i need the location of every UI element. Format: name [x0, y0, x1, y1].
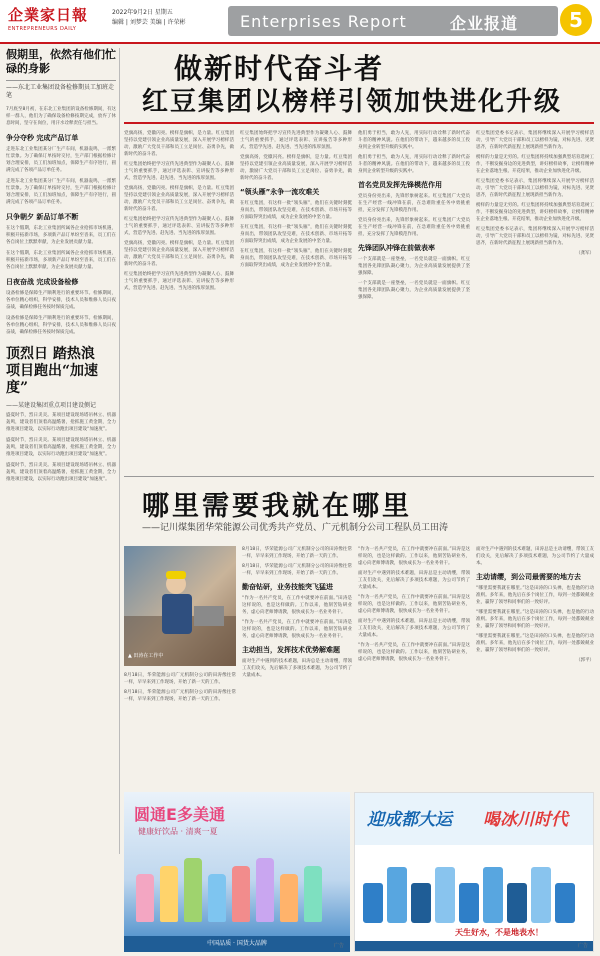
- ad-brand-main: E多美通: [166, 805, 225, 824]
- article-paragraph: 8月18日，华荣能源公司广元机制分公司的田涛像往常一样，早早来到工作现场，开始了新一天的工作。: [124, 673, 236, 685]
- ad-headline-2: 喝冰川时代: [483, 810, 568, 830]
- ad-footer: 中国品质 · 国货大品牌: [124, 936, 350, 952]
- article-paragraph: 红豆集团党委书记表示，集团将继续深入开展学习榜样活动，引导广大党员干部和员工以榜样为镜，对标先进、见贤思齐，在新时代新征程上展现新担当新作为。: [476, 131, 594, 150]
- article-paragraph: 榜样的力量是无穷的。红豆集团将持续加强典型培育选树工作，不断发掘身边的先进典型，讲好榜样故事，让榜样精神在企业落地生根、开花结果，推动企业加快进化升级。: [476, 203, 594, 222]
- article-1-headline: [124, 52, 594, 124]
- article-paragraph: 在红豆集团，有这样一批“领头雁”，他们在关键时刻挺身而出，带领团队攻坚克难，在技术创新、市场开拓等方面取得突出成绩，成为企业发展的中坚力量。: [240, 225, 352, 244]
- article-1-column-a: [124, 130, 234, 470]
- left-text-2: 盛夏时节，烈日炎炎。某项目建设现场塔吊林立、机器轰鸣，建设者们顶着高温酷暑，抢抓施工黄金期，全力推进项目建设，以实际行动跑出项目建设“加速度”。: [6, 413, 116, 432]
- left-section-text: 走进东北工业集团某分厂生产车间，机器轰鸣，一派繁忙景象。为了确保订单按时交付，生产部门根据检修计划合理安排，员工们加班加点，保障生产有序进行，圆满完成了各项产品订单任务。: [6, 179, 116, 205]
- article-1-title-line-2: 红豆集团以榜样引领加快进化升级: [142, 87, 563, 117]
- article-paragraph: 面对生产中遇到的技术难题，田涛总是主动请缨，带领工友们攻关，先后解决了多项技术难题，为公司节约了大量成本。: [242, 659, 352, 678]
- ad-label: 广告: [334, 943, 345, 949]
- left-section-title: 日夜奋战 完成设备检修: [6, 278, 79, 286]
- article-paragraph: “作为一名共产党员，在工作中就要冲在前面。”田涛是这样说的，也是这样做的。工作以来，他刻苦钻研业务，虚心向老师傅请教，很快成长为一名业务骨干。: [358, 643, 470, 662]
- column-divider: [119, 48, 120, 854]
- article-paragraph: 面对生产中遇到的技术难题，田涛总是主动请缨，带领工友们攻关，先后解决了多项技术难题，为公司节约了大量成本。: [476, 547, 594, 566]
- ad-bottle: [232, 866, 250, 922]
- ad-water-bottle: [507, 883, 527, 923]
- article-section-title: 主动请缨，到公司最需要的地方去: [476, 573, 581, 581]
- article-paragraph: 他们勇于担当，敢为人先，用实际行动诠释了新时代奋斗者的精神风貌。在他们的带动下，越来越多的员工投身到企业转型升级的实践中。: [358, 155, 470, 174]
- left-section-title: 争分夺秒 完成产品订单: [6, 134, 79, 142]
- article-paragraph: “作为一名共产党员，在工作中就要冲在前面。”田涛是这样说的，也是这样做的。工作以来，他刻苦钻研业务，虚心向老师傅请教，很快成长为一名业务骨干。: [242, 596, 352, 615]
- article-paragraph: 一个支部就是一座堡垒，一名党员就是一面旗帜。红豆集团各先锋团队凝心聚力，为企业高质量发展提供了坚强保障。: [358, 257, 470, 276]
- left-section-title: 只争朝夕 新品订单不断: [6, 213, 79, 221]
- masthead: [0, 0, 600, 42]
- ad-product-row: [363, 853, 589, 923]
- article-paragraph: 8月18日，华荣能源公司广元机制分公司的田涛像往常一样，早早来到工作现场，开始了新一天的工作。: [242, 564, 352, 576]
- article-1-title-line-1: 做新时代奋斗者: [174, 52, 385, 85]
- ad-water-bottle: [459, 883, 479, 923]
- ad-bottle: [136, 874, 154, 922]
- article-paragraph: 面对生产中遇到的技术难题，田涛总是主动请缨，带领工友们攻关，先后解决了多项技术难题，为公司节约了大量成本。: [358, 571, 470, 590]
- article-paragraph: 他们勇于担当，敢为人先，用实际行动诠释了新时代奋斗者的精神风貌。在他们的带动下，越来越多的员工投身到企业转型升级的实践中。: [358, 131, 470, 150]
- article-section-title: 首名党员发挥先锋模范作用: [358, 181, 442, 189]
- article-section-title: 勤奋钻研，业务技能突飞猛进: [242, 583, 333, 591]
- article-2-photo-caption: ▲ 田涛在工作中: [128, 653, 164, 659]
- ad-water-bottle: [531, 867, 551, 923]
- left-headline-2: [6, 346, 116, 397]
- left-section-text: 走进东北工业集团某分厂生产车间，机器轰鸣，一派繁忙景象。为了确保订单按时交付，生产部门根据检修计划合理安排，员工们加班加点，保障生产有序进行，圆满完成了各项产品订单任务。: [6, 147, 116, 173]
- article-paragraph: “作为一名共产党员，在工作中就要冲在前面。”田涛是这样说的，也是这样做的。工作以来，他刻苦钻研业务，虚心向老师傅请教，很快成长为一名业务骨干。: [242, 620, 352, 639]
- left-headline-2-main: 项目跑出“加速度”: [6, 363, 99, 396]
- article-paragraph: 一个支部就是一座堡垒，一名党员就是一面旗帜。红豆集团各先锋团队凝心聚力，为企业高质量发展提供了坚强保障。: [358, 281, 470, 300]
- article-2-title: 哪里需要我就在哪里: [142, 491, 412, 522]
- ad-bottle: [160, 866, 178, 922]
- article-paragraph: 红豆集团党委书记表示，集团将继续深入开展学习榜样活动，引导广大党员干部和员工以榜样为镜，对标先进、见贤思齐，在新时代新征程上展现新担当新作为。: [476, 179, 594, 198]
- left-headline-2-lead: 顶烈日 踏热浪: [6, 346, 95, 362]
- section-title-en: Enterprises Report: [240, 12, 407, 31]
- article-section-title: 先锋团队冲锋在前做表率: [358, 244, 435, 252]
- section-banner: [228, 6, 558, 36]
- article-2-column-2: [358, 546, 470, 762]
- ad-water-bottle: [483, 867, 503, 923]
- ad-brand-prefix: 圆通: [134, 805, 167, 824]
- article-2-column-1: [242, 546, 352, 762]
- brand-subtitle: ENTREPRENEURS DAILY: [8, 26, 77, 32]
- issue-editors: 编辑 | 刘梦芸 美编 | 许荣彬: [112, 19, 186, 26]
- left-section-text: 在这个假期，东北工业集团所属各企业抢抓市场机遇，积极开拓新市场，多项新产品订单纷至沓来，员工们在各自岗位上默默奉献，为企业发展贡献力量。: [6, 251, 116, 270]
- article-2-body: [124, 546, 594, 762]
- article-2-rule: [124, 476, 594, 477]
- article-paragraph: 8月18日，华荣能源公司广元机制分公司的田涛像往常一样，早早来到工作现场，开始了新一天的工作。: [124, 690, 236, 702]
- article-paragraph: 红豆集团始终把学习宣传先进典型作为凝聚人心、鼓舞士气的重要抓手，通过评选表彰、宣讲报告等多种形式，营造学先进、赶先进、当先进的浓厚氛围。: [240, 131, 352, 150]
- ad-slogan: 天生好水，不是地表水！: [455, 928, 543, 937]
- ad-label: 广告: [578, 943, 589, 949]
- newspaper-logo: [8, 4, 106, 32]
- article-paragraph: 党旗高扬，党徽闪亮。榜样是旗帜，是力量。红豆集团坚持以党建引领企业高质量发展，深入开展学习榜样活动，激励广大党员干部和员工立足岗位、奋勇争先，做新时代的奋斗者。: [124, 186, 234, 212]
- left-column: [6, 48, 116, 848]
- article-paragraph: “哪里需要我就在哪里。”这是田涛的口头禅，也是他的行动准则。多年来，他先后在多个岗位工作，每到一处都兢兢业业，赢得了领导和同事们的一致好评。: [476, 634, 594, 653]
- article-paragraph: 8月18日，华荣能源公司广元机制分公司的田涛像往常一样，早早来到工作现场，开始了新一天的工作。: [242, 547, 352, 559]
- article-section-title: “领头雁”永争一流攻难关: [240, 188, 320, 196]
- brand-title: 企業家日報: [8, 6, 89, 24]
- ad-bottle: [304, 866, 322, 922]
- article-paragraph: 红豆集团始终把学习宣传先进典型作为凝聚人心、鼓舞士气的重要抓手，通过评选表彰、宣讲报告等多种形式，营造学先进、赶先进、当先进的浓厚氛围。: [124, 217, 234, 236]
- article-paragraph: “作为一名共产党员，在工作中就要冲在前面。”田涛是这样说的，也是这样做的。工作以来，他刻苦钻研业务，虚心向老师傅请教，很快成长为一名业务骨干。: [358, 547, 470, 566]
- ad-water-bottle: [387, 867, 407, 923]
- article-paragraph: “作为一名共产党员，在工作中就要冲在前面。”田涛是这样说的，也是这样做的。工作以来，他刻苦钻研业务，虚心向老师傅请教，很快成长为一名业务骨干。: [358, 595, 470, 614]
- article-paragraph: 党员身份亮出来，先锋形象树起来。红豆集团广大党员在生产经营一线冲锋在前，在急难险重任务中勇挑重担，充分发挥了先锋模范作用。: [358, 194, 470, 213]
- left-intro: 7月底至8月初，在东北工业集团的设备检修期间，有这样一群人，他们为了确保设备检修按期完成，放弃了休息时间，坚守在岗位，用汗水诠释责任与担当。: [6, 107, 116, 126]
- article-byline: （龚军）: [576, 251, 594, 256]
- article-1-column-d: [476, 130, 594, 470]
- ad-bottle: [280, 874, 298, 922]
- ad-water-bottle: [555, 883, 575, 923]
- ad-water-bottle: [363, 883, 383, 923]
- ad-bottle-row: [136, 852, 336, 922]
- ad-bottle: [184, 858, 202, 922]
- beverage-advertisement[interactable]: [124, 792, 350, 952]
- ad-footer-band: [355, 941, 594, 951]
- article-paragraph: 在红豆集团，有这样一批“领头雁”，他们在关键时刻挺身而出，带领团队攻坚克难，在技术创新、市场开拓等方面取得突出成绩，成为企业发展的中坚力量。: [240, 201, 352, 220]
- left-headline: 假期里，依然有他们忙碌的身影: [6, 48, 116, 75]
- ad-brand-name: [134, 802, 225, 825]
- article-paragraph: 党旗高扬，党徽闪亮。榜样是旗帜，是力量。红豆集团坚持以党建引领企业高质量发展，深入开展学习榜样活动，激励广大党员干部和员工立足岗位、奋勇争先，做新时代的奋斗者。: [240, 155, 352, 181]
- ad-bottle: [256, 858, 274, 922]
- article-1-column-c: [358, 130, 470, 470]
- ad-bottle: [208, 874, 226, 922]
- ad-water-bottle: [411, 883, 431, 923]
- article-2-column-3: [476, 546, 594, 762]
- article-2-subtitle: ——记川煤集团华荣能源公司优秀共产党员、广元机制分公司工程队员工田涛: [142, 523, 449, 533]
- article-paragraph: 面对生产中遇到的技术难题，田涛总是主动请缨，带领工友们攻关，先后解决了多项技术难题，为公司节约了大量成本。: [358, 619, 470, 638]
- masthead-divider: [0, 42, 600, 44]
- issue-date: 2022年9月2日 星期五: [112, 9, 173, 16]
- article-paragraph: 党员身份亮出来，先锋形象树起来。红豆集团广大党员在生产经营一线冲锋在前，在急难险重任务中勇挑重担，充分发挥了先锋模范作用。: [358, 218, 470, 237]
- left-subhead-2: ——某建设集团重点项目建设侧记: [6, 402, 97, 409]
- article-paragraph: 党旗高扬，党徽闪亮。榜样是旗帜，是力量。红豆集团坚持以党建引领企业高质量发展，深入开展学习榜样活动，激励广大党员干部和员工立足岗位、奋勇争先，做新时代的奋斗者。: [124, 241, 234, 267]
- article-1-body: [124, 130, 594, 470]
- left-text-2: 盛夏时节，烈日炎炎。某项目建设现场塔吊林立、机器轰鸣，建设者们顶着高温酷暑，抢抓施工黄金期，全力推进项目建设，以实际行动跑出项目建设“加速度”。: [6, 438, 116, 457]
- section-title-cn: 企业报道: [449, 14, 518, 33]
- article-paragraph: “哪里需要我就在哪里。”这是田涛的口头禅，也是他的行动准则。多年来，他先后在多个岗位工作，每到一处都兢兢业业，赢得了领导和同事们的一致好评。: [476, 610, 594, 629]
- left-section-text: 在这个假期，东北工业集团所属各企业抢抓市场机遇，积极开拓新市场，多项新产品订单纷至沓来，员工们在各自岗位上默默奉献，为企业发展贡献力量。: [6, 226, 116, 245]
- article-paragraph: 在红豆集团，有这样一批“领头雁”，他们在关键时刻挺身而出，带领团队攻坚克难，在技术创新、市场开拓等方面取得突出成绩，成为企业发展的中坚力量。: [240, 249, 352, 268]
- article-1-rule: [124, 122, 594, 124]
- article-byline: （郭平）: [576, 658, 594, 663]
- ad-tagline: 健康好饮品 · 清爽一夏: [138, 827, 218, 836]
- article-paragraph: 红豆集团始终把学习宣传先进典型作为凝聚人心、鼓舞士气的重要抓手，通过评选表彰、宣讲报告等多种形式，营造学先进、赶先进、当先进的浓厚氛围。: [124, 272, 234, 291]
- article-paragraph: 榜样的力量是无穷的。红豆集团将持续加强典型培育选树工作，不断发掘身边的先进典型，讲好榜样故事，让榜样精神在企业落地生根、开花结果，推动企业加快进化升级。: [476, 155, 594, 174]
- left-section-text: 设备检修是保障生产顺利进行的重要环节。检修期间，各单位精心组织，科学安排，技术人员和维修人员日夜奋战，确保检修任务按时保质完成。: [6, 291, 116, 310]
- ad-water-bottle: [435, 867, 455, 923]
- ad-headline-1: 迎成都大运: [367, 810, 452, 830]
- article-paragraph: “哪里需要我就在哪里。”这是田涛的口头禅，也是他的行动准则。多年来，他先后在多个岗位工作，每到一处都兢兢业业，赢得了领导和同事们的一致好评。: [476, 586, 594, 605]
- left-text-2: 盛夏时节，烈日炎炎。某项目建设现场塔吊林立、机器轰鸣，建设者们顶着高温酷暑，抢抓施工黄金期，全力推进项目建设，以实际行动跑出项目建设“加速度”。: [6, 463, 116, 482]
- left-subhead: ——东北工业集团设备检修期员工加班走笔: [6, 80, 116, 100]
- article-2-column-0: [124, 672, 236, 762]
- article-paragraph: 红豆集团党委书记表示，集团将继续深入开展学习榜样活动，引导广大党员干部和员工以榜样为镜，对标先进、见贤思齐，在新时代新征程上展现新担当新作为。: [476, 227, 594, 246]
- article-paragraph: 党旗高扬，党徽闪亮。榜样是旗帜，是力量。红豆集团坚持以党建引领企业高质量发展，深入开展学习榜样活动，激励广大党员干部和员工立足岗位、奋勇争先，做新时代的奋斗者。: [124, 131, 234, 157]
- left-section-text: 设备检修是保障生产顺利进行的重要环节。检修期间，各单位精心组织，科学安排，技术人员和维修人员日夜奋战，确保检修任务按时保质完成。: [6, 316, 116, 335]
- page-number-badge: 5: [560, 4, 592, 36]
- water-advertisement[interactable]: [354, 792, 594, 952]
- issue-info: [112, 8, 186, 28]
- article-paragraph: 红豆集团始终把学习宣传先进典型作为凝聚人心、鼓舞士气的重要抓手，通过评选表彰、宣讲报告等多种形式，营造学先进、赶先进、当先进的浓厚氛围。: [124, 162, 234, 181]
- article-section-title: 主动担当，发挥技术优势解难题: [242, 646, 340, 654]
- article-1-column-b: [240, 130, 352, 470]
